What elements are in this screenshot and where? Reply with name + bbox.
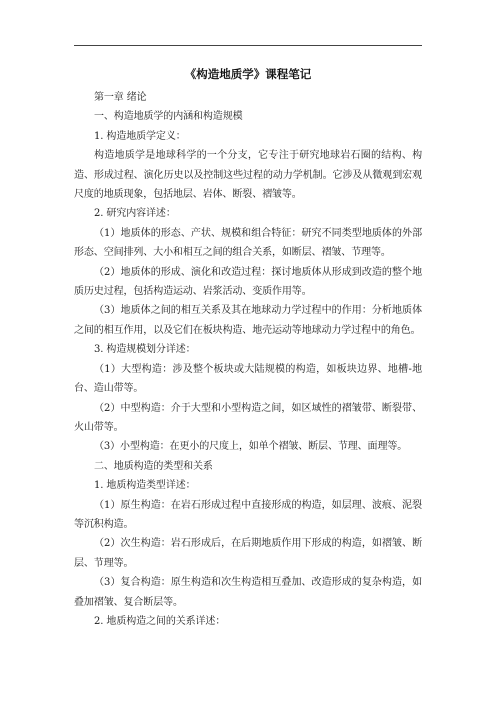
subsection-heading: 1. 地质构造类型详述： [94, 480, 196, 492]
list-item: （1）大型构造：涉及整个板块或大陆规模的构造，如板块边界、地槽-地台、造山带等。 [74, 363, 422, 395]
subsection-heading: 3. 构造规模划分详述： [94, 344, 196, 356]
document-title: 《构造地质学》课程笔记 [184, 67, 312, 81]
list-item: （2）中型构造：介于大型和小型构造之间，如区域性的褶皱带、断裂带、火山带等。 [74, 402, 422, 433]
subsection-heading: 2. 研究内容详述： [94, 208, 176, 220]
list-item: （1）地质体的形态、产状、规模和组合特征：研究不同类型地质体的外部形态、空间排列、大小和相互之间的组合关系，如断层、褶皱、节理等。 [74, 227, 422, 259]
subsection-heading: 1. 构造地质学定义： [94, 130, 186, 142]
section-heading: 二、地质构造的类型和关系 [94, 460, 213, 472]
header-rule [74, 45, 422, 46]
body-paragraph: 构造地质学是地球科学的一个分支，它专注于研究地球岩石圈的结构、构造、形成过程、演化历史以及控制这些过程的动力学机制。它涉及从微观到宏观尺度的地质现象，包括地层、岩体、断裂、褶皱等。 [74, 150, 422, 201]
list-item: （3）地质体之间的相互关系及其在地球动力学过程中的作用：分析地质体之间的相互作用，以及它们在板块构造、地壳运动等地球动力学过程中的角色。 [74, 305, 422, 336]
list-item: （3）小型构造：在更小的尺度上，如单个褶皱、断层、节理、面理等。 [94, 441, 408, 453]
list-item: （2）次生构造：岩石形成后，在后期地质作用下形成的构造，如褶皱、断层、节理等。 [74, 538, 422, 569]
chapter-heading: 第一章 绪论 [94, 92, 147, 103]
section-heading: 一、构造地质学的内涵和构造规模 [94, 111, 243, 123]
list-item: （3）复合构造：原生构造和次生构造相互叠加、改造形成的复杂构造，如叠加褶皱、复合断层等。 [74, 577, 422, 608]
list-item: （2）地质体的形成、演化和改造过程：探讨地质体从形成到改造的整个地质历史过程，包括构造运动、岩浆活动、变质作用等。 [74, 266, 422, 298]
list-item: （1）原生构造：在岩石形成过程中直接形成的构造，如层理、波痕、泥裂等沉积构造。 [74, 499, 422, 530]
document-body [74, 88, 422, 631]
subsection-heading: 2. 地质构造之间的关系详述： [94, 615, 226, 627]
